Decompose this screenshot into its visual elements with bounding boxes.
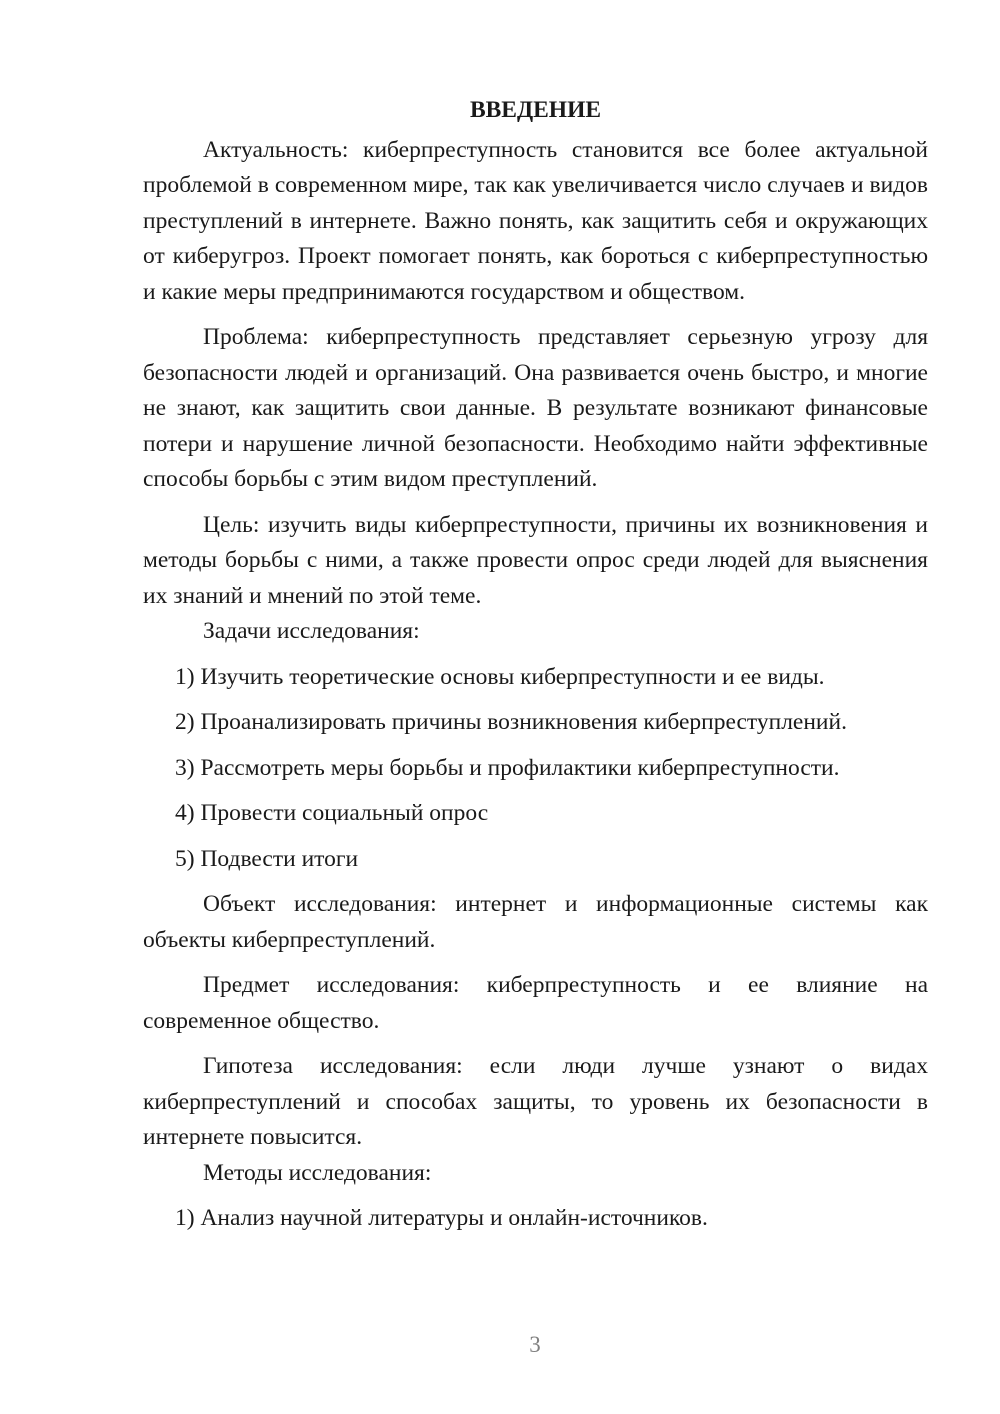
list-item: 2) Проанализировать причины возникновения киберпреступлений. xyxy=(175,709,847,735)
paragraph-relevance: Актуальность: киберпреступность становится все более актуальной проблемой в современном мире, так как увеличивается число случаев и видов преступлений в интернете. Важно понять, как защитить себя и окружающих от киберугроз. Проект помогает понять, как бороться с киберпреступностью и какие меры предпринимаются государством и обществом. xyxy=(143,136,928,305)
paragraph-subject: Предмет исследования: киберпреступность и ее влияние на современное общество. xyxy=(143,972,928,1034)
tasks-list xyxy=(143,660,928,878)
methods-heading: Методы исследования: xyxy=(203,1159,432,1186)
page-body xyxy=(143,93,928,1237)
page-title: ВВЕДЕНИЕ xyxy=(469,97,602,123)
paragraph-object: Объект исследования: интернет и информационные системы как объекты киберпреступлений. xyxy=(143,891,928,953)
tasks-heading: Задачи исследования: xyxy=(203,618,420,644)
list-item: 1) Изучить теоретические основы киберпреступности и ее виды. xyxy=(175,663,825,690)
paragraph-goal: Цель: изучить виды киберпреступности, причины их возникновения и методы борьбы с ними, а также провести опрос среди людей для выяснения их знаний и мнений по этой теме. xyxy=(143,511,928,609)
list-item: 4) Провести социальный опрос xyxy=(175,800,489,826)
methods-list xyxy=(143,1201,928,1237)
list-item: 1) Анализ научной литературы и онлайн-источников. xyxy=(175,1205,708,1231)
list-item: 5) Подвести итоги xyxy=(175,845,359,872)
page-number: 3 xyxy=(529,1332,541,1357)
list-item: 3) Рассмотреть меры борьбы и профилактики киберпреступности. xyxy=(175,754,840,781)
paragraph-hypothesis: Гипотеза исследования: если люди лучше узнают о видах киберпреступлений и способах защиты, то уровень их безопасности в интернете повысится. xyxy=(143,1053,928,1150)
paragraph-problem: Проблема: киберпреступность представляет серьезную угрозу для безопасности людей и организаций. Она развивается очень быстро, и многие не знают, как защитить свои данные. В результате возникают финансовые потери и нарушение личной безопасности. Необходимо найти эффективные способы борьбы с этим видом преступлений. xyxy=(143,324,928,492)
